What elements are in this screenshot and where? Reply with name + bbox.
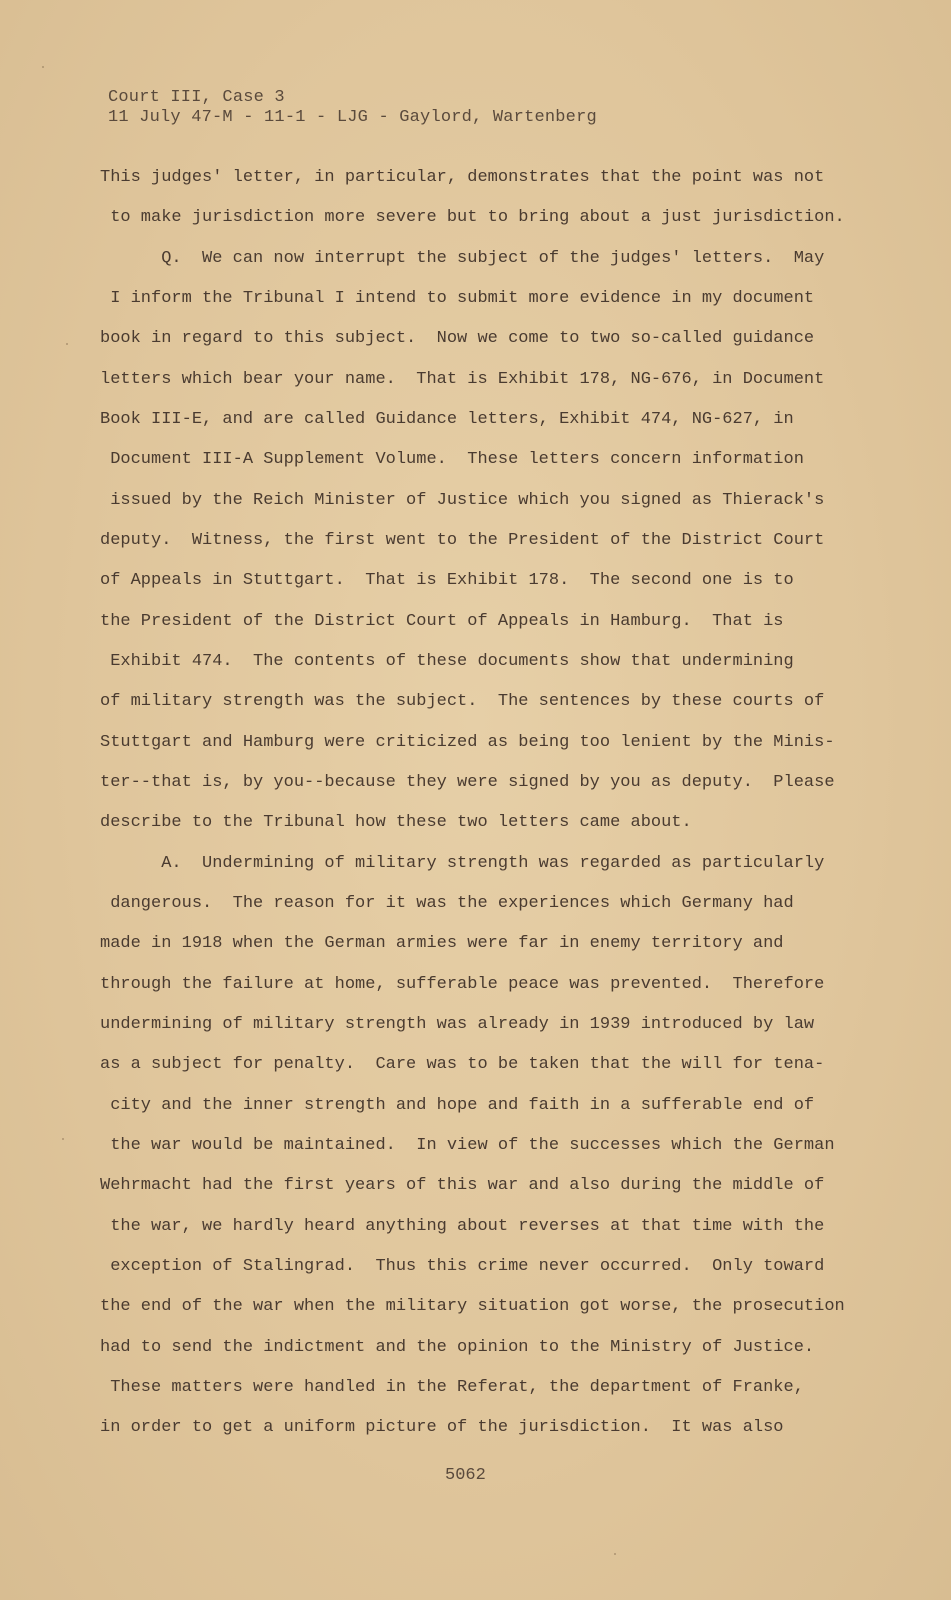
transcript-line: Q. We can now interrupt the subject of the judges' letters. May [100,249,825,268]
transcript-line: in order to get a uniform picture of the jurisdiction. It was also [100,1418,784,1437]
transcript-line: of Appeals in Stuttgart. That is Exhibit 178. The second one is to [100,571,794,590]
transcript-line: undermining of military strength was already in 1939 introduced by law [100,1015,815,1034]
transcript-line: of military strength was the subject. The sentences by these courts of [100,692,825,711]
paper-speck [62,1138,64,1140]
transcript-line: letters which bear your name. That is Exhibit 178, NG-676, in Document [100,370,825,389]
transcript-line: the war would be maintained. In view of the successes which the German [100,1136,835,1155]
transcript-line: Exhibit 474. The contents of these documents show that undermining [100,652,794,671]
transcript-line: city and the inner strength and hope and faith in a sufferable end of [100,1096,815,1115]
transcript-line: ter--that is, by you--because they were signed by you as deputy. Please [100,773,835,792]
transcript-line: Wehrmacht had the first years of this war and also during the middle of [100,1176,825,1195]
transcript-line: as a subject for penalty. Care was to be taken that the will for tena- [100,1055,825,1074]
document-header [108,88,597,128]
transcript-line: issued by the Reich Minister of Justice which you signed as Thierack's [100,491,825,510]
transcript-line: made in 1918 when the German armies were far in enemy territory and [100,934,784,953]
transcript-line: These matters were handled in the Referat, the department of Franke, [100,1378,804,1397]
page-number: 5062 [445,1466,486,1485]
transcript-line: exception of Stalingrad. Thus this crime never occurred. Only toward [100,1257,825,1276]
transcript-line: dangerous. The reason for it was the experiences which Germany had [100,894,794,913]
transcript-line: had to send the indictment and the opinion to the Ministry of Justice. [100,1338,815,1357]
transcript-line: This judges' letter, in particular, demonstrates that the point was not [100,168,825,187]
paper-speck [66,343,68,345]
transcript-line: Book III-E, and are called Guidance letters, Exhibit 474, NG-627, in [100,410,794,429]
transcript-line: through the failure at home, sufferable peace was prevented. Therefore [100,975,825,994]
case-line: Court III, Case 3 [108,88,285,107]
transcript-line: the war, we hardly heard anything about reverses at that time with the [100,1217,825,1236]
transcript-line: the President of the District Court of Appeals in Hamburg. That is [100,612,784,631]
transcript-line: to make jurisdiction more severe but to bring about a just jurisdiction. [100,208,845,227]
transcript-line: I inform the Tribunal I intend to submit more evidence in my document [100,289,815,308]
transcript-line: Stuttgart and Hamburg were criticized as being too lenient by the Minis- [100,733,835,752]
transcript-line: book in regard to this subject. Now we come to two so-called guidance [100,329,815,348]
transcript-line: Document III-A Supplement Volume. These letters concern information [100,450,804,469]
paper-speck [42,66,44,68]
paper-speck [614,1553,616,1555]
transcript-line: deputy. Witness, the first went to the President of the District Court [100,531,825,550]
transcript-line: A. Undermining of military strength was regarded as particularly [100,854,825,873]
transcript-line: describe to the Tribunal how these two letters came about. [100,813,692,832]
session-line: 11 July 47-M - 11-1 - LJG - Gaylord, Wartenberg [108,108,597,127]
transcript-line: the end of the war when the military situation got worse, the prosecution [100,1297,845,1316]
